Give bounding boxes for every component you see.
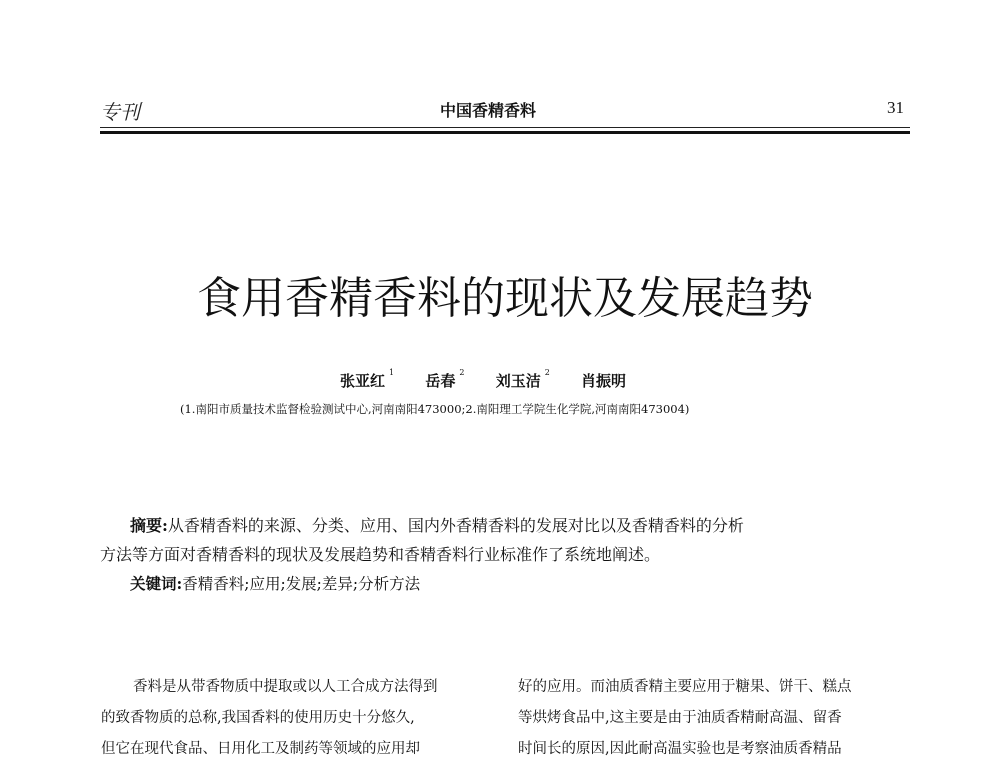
author-affiliation-mark: 1	[389, 368, 395, 377]
author	[340, 370, 394, 391]
author-affiliation-mark: 2	[459, 368, 465, 377]
abstract-line: 方法等方面对香精香料的现状及发展趋势和香精香料行业标准作了系统地阐述。	[100, 545, 661, 564]
journal-section-label: 专刊	[100, 100, 140, 124]
body-line: 好的应用。而油质香精主要应用于糖果、饼干、糕点	[518, 679, 852, 695]
article-title: 食用香精香料的现状及发展趋势	[197, 273, 813, 324]
header-rule-thin	[100, 127, 910, 128]
journal-name: 中国香精香料	[440, 101, 537, 120]
author	[581, 370, 630, 391]
abstract-line	[100, 511, 910, 540]
body-line: 等烘烤食品中,这主要是由于油质香精耐高温、留香	[518, 710, 842, 726]
body-line: 的致香物质的总称,我国香料的使用历史十分悠久,	[101, 710, 415, 726]
author-name: 岳春	[425, 372, 456, 390]
abstract-text: 从香精香料的来源、分类、应用、国内外香精香料的发展对比以及香精香料的分析	[167, 516, 744, 535]
body-column-left	[101, 672, 501, 765]
body-line: 香料是从带香物质中提取或以人工合成方法得到	[133, 679, 438, 695]
header-rule-thick	[100, 131, 910, 134]
running-header	[100, 96, 908, 122]
keywords-text: 香精香料;应用;发展;差异;分析方法	[182, 575, 421, 593]
author-affiliation-mark: 2	[544, 368, 550, 377]
keywords-label: 关键词:	[130, 574, 183, 593]
body-line: 时间长的原因,因此耐高温实验也是考察油质香精品	[518, 741, 842, 757]
author	[425, 370, 464, 391]
author-name: 刘玉洁	[495, 372, 541, 390]
author	[496, 370, 550, 391]
body-column-right	[518, 672, 918, 765]
author-name: 肖振明	[581, 372, 627, 390]
abstract-label: 摘要:	[130, 516, 168, 535]
keywords-line	[100, 569, 910, 599]
author-affiliation: (1.南阳市质量技术监督检验测试中心,河南南阳473000;2.南阳理工学院生化学院,河南南阳473004)	[180, 402, 690, 416]
author-name: 张亚红	[340, 372, 386, 390]
author-list	[340, 370, 656, 391]
body-line: 但它在现代食品、日用化工及制药等领域的应用却	[101, 741, 420, 757]
abstract-block	[100, 511, 910, 599]
page-number: 31	[887, 98, 904, 117]
